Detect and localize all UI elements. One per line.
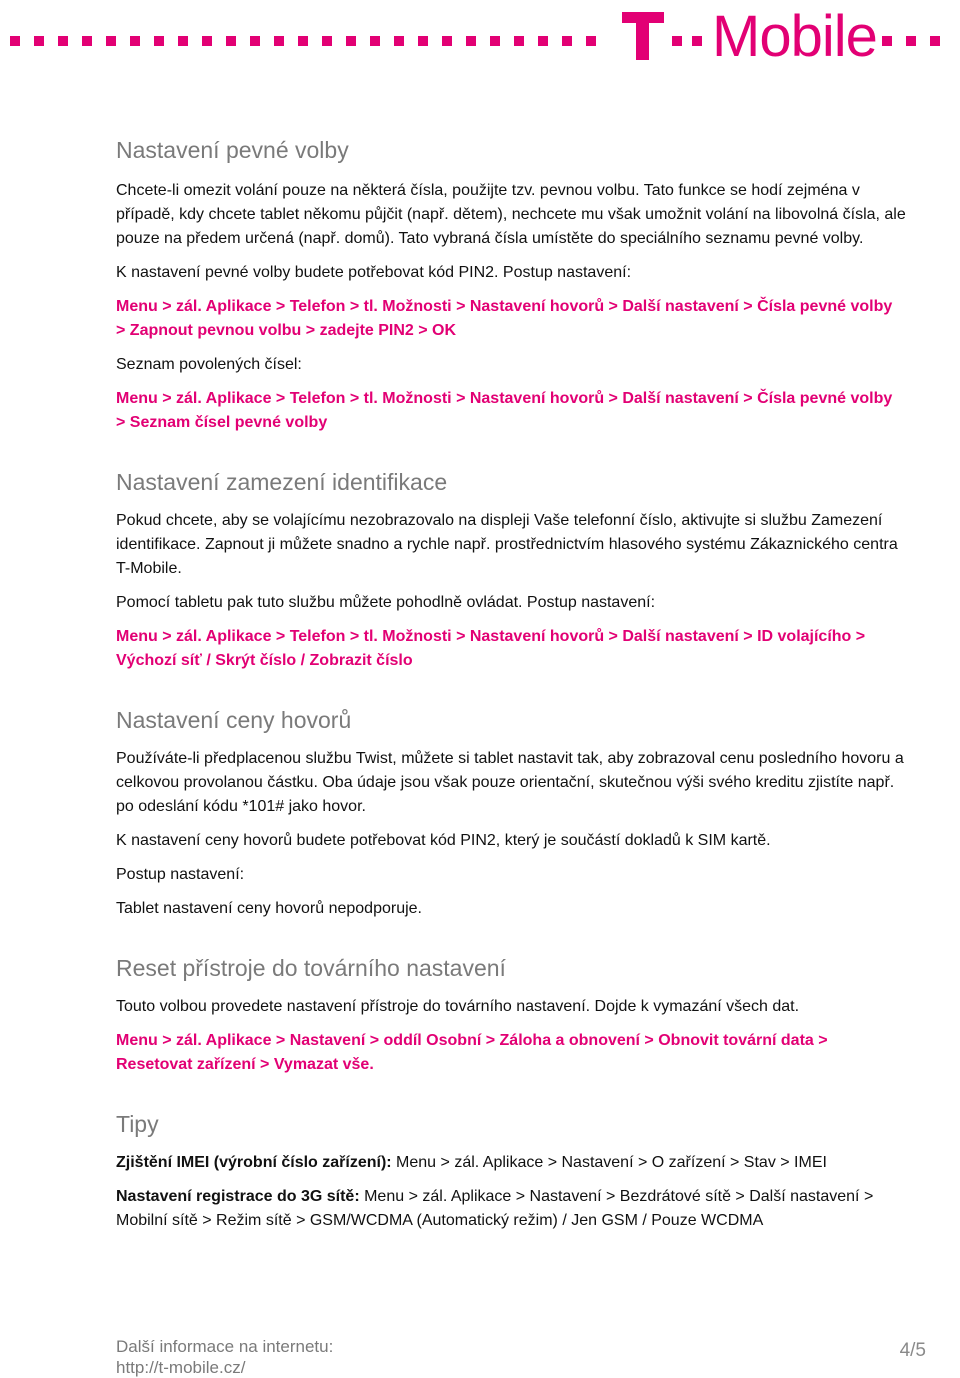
page-number: 4/5 [899,1340,926,1361]
menu-path: Menu > zál. Aplikace > Telefon > tl. Možnosti > Nastavení hovorů > Další nastavení > Čísla pevné volby > Seznam čísel pevné volby [116,390,893,431]
menu-path: Menu > zál. Aplikace > Telefon > tl. Možnosti > Nastavení hovorů > Další nastavení > ID volajícího > Výchozí síť / Skrýt číslo / Zobrazit číslo [116,628,866,669]
paragraph: Používáte-li předplacenou službu Twist, můžete si tablet nastavit tak, aby zobrazoval cenu posledního hovoru a celkovou provolanou částku. Oba údaje jsou však pouze orientační, skutečnou výši svého kreditu zjistíte např. po odeslání kódu *101# jako hovor. [116,750,904,815]
menu-path: Menu > zál. Aplikace > Telefon > tl. Možnosti > Nastavení hovorů > Další nastavení > Čísla pevné volby > Zapnout pevnou volbu > zadejte PIN2 > OK [116,298,893,339]
brand-dot [692,36,702,46]
t-logo-icon [622,12,664,60]
paragraph: Pomocí tabletu pak tuto službu můžete pohodlně ovládat. Postup nastavení: [116,594,656,611]
subheading: Seznam povolených čísel: [116,356,302,373]
section-title: Reset přístroje do továrního nastavení [116,955,506,981]
tip-text: Menu > zál. Aplikace > Nastavení > O zařízení > Stav > IMEI [391,1154,827,1171]
brand-dot-row-right [882,36,940,46]
footer-link[interactable]: http://t-mobile.cz/ [116,1358,246,1377]
brand-dot-row-left [10,36,596,46]
paragraph: K nastavení pevné volby budete potřebovat kód PIN2. Postup nastavení: [116,264,632,281]
menu-path: Menu > zál. Aplikace > Nastavení > oddíl Osobní > Záloha a obnovení > Obnovit tovární data > Resetovat zařízení > Vymazat vše. [116,1032,828,1073]
brand-dot [672,36,682,46]
page-header [0,0,960,70]
paragraph: Postup nastavení: [116,866,245,883]
brand-logo-text: Mobile [712,4,877,69]
tip-3g [116,1185,906,1233]
tip-label: Zjištění IMEI (výrobní číslo zařízení): [116,1154,392,1171]
section-title: Nastavení zamezení identifikace [116,469,448,495]
document-body [116,135,906,1233]
section-title: Nastavení pevné volby [116,137,349,163]
section-title: Tipy [116,1111,159,1137]
page-footer [116,1336,926,1378]
footer-label: Další informace na internetu: [116,1337,334,1356]
paragraph: Tablet nastavení ceny hovorů nepodporuje. [116,900,422,917]
paragraph: K nastavení ceny hovorů budete potřebovat kód PIN2, který je součástí dokladů k SIM kartě. [116,832,771,849]
tip-imei [116,1151,906,1175]
tip-text: Menu > zál. Aplikace > Nastavení > Bezdrátové sítě > Další nastavení > Mobilní sítě > Režim sítě > GSM/WCDMA (Automatický režim) / Jen GSM / Pouze WCDMA [116,1188,874,1229]
paragraph: Chcete-li omezit volání pouze na některá čísla, použijte tzv. pevnou volbu. Tato funkce se hodí zejména v případě, kdy chcete tablet někomu půjčit (např. dětem), nechcete mu však umožnit volání na libovolná čísla, ale pouze na předem určená (např. domů). Tato vybraná čísla umístěte do speciálního seznamu pevné volby. [116,182,906,247]
paragraph: Touto volbou provedete nastavení přístroje do továrního nastavení. Dojde k vymazání všech dat. [116,998,800,1015]
tip-label: Nastavení registrace do 3G sítě: [116,1188,360,1205]
paragraph: Pokud chcete, aby se volajícímu nezobrazovalo na displeji Vaše telefonní číslo, aktivujte si službu Zamezení identifikace. Zapnout ji můžete snadno a rychle např. prostřednictvím hlasového systému Zákaznického centra T-Mobile. [116,512,898,577]
section-title: Nastavení ceny hovorů [116,707,352,733]
